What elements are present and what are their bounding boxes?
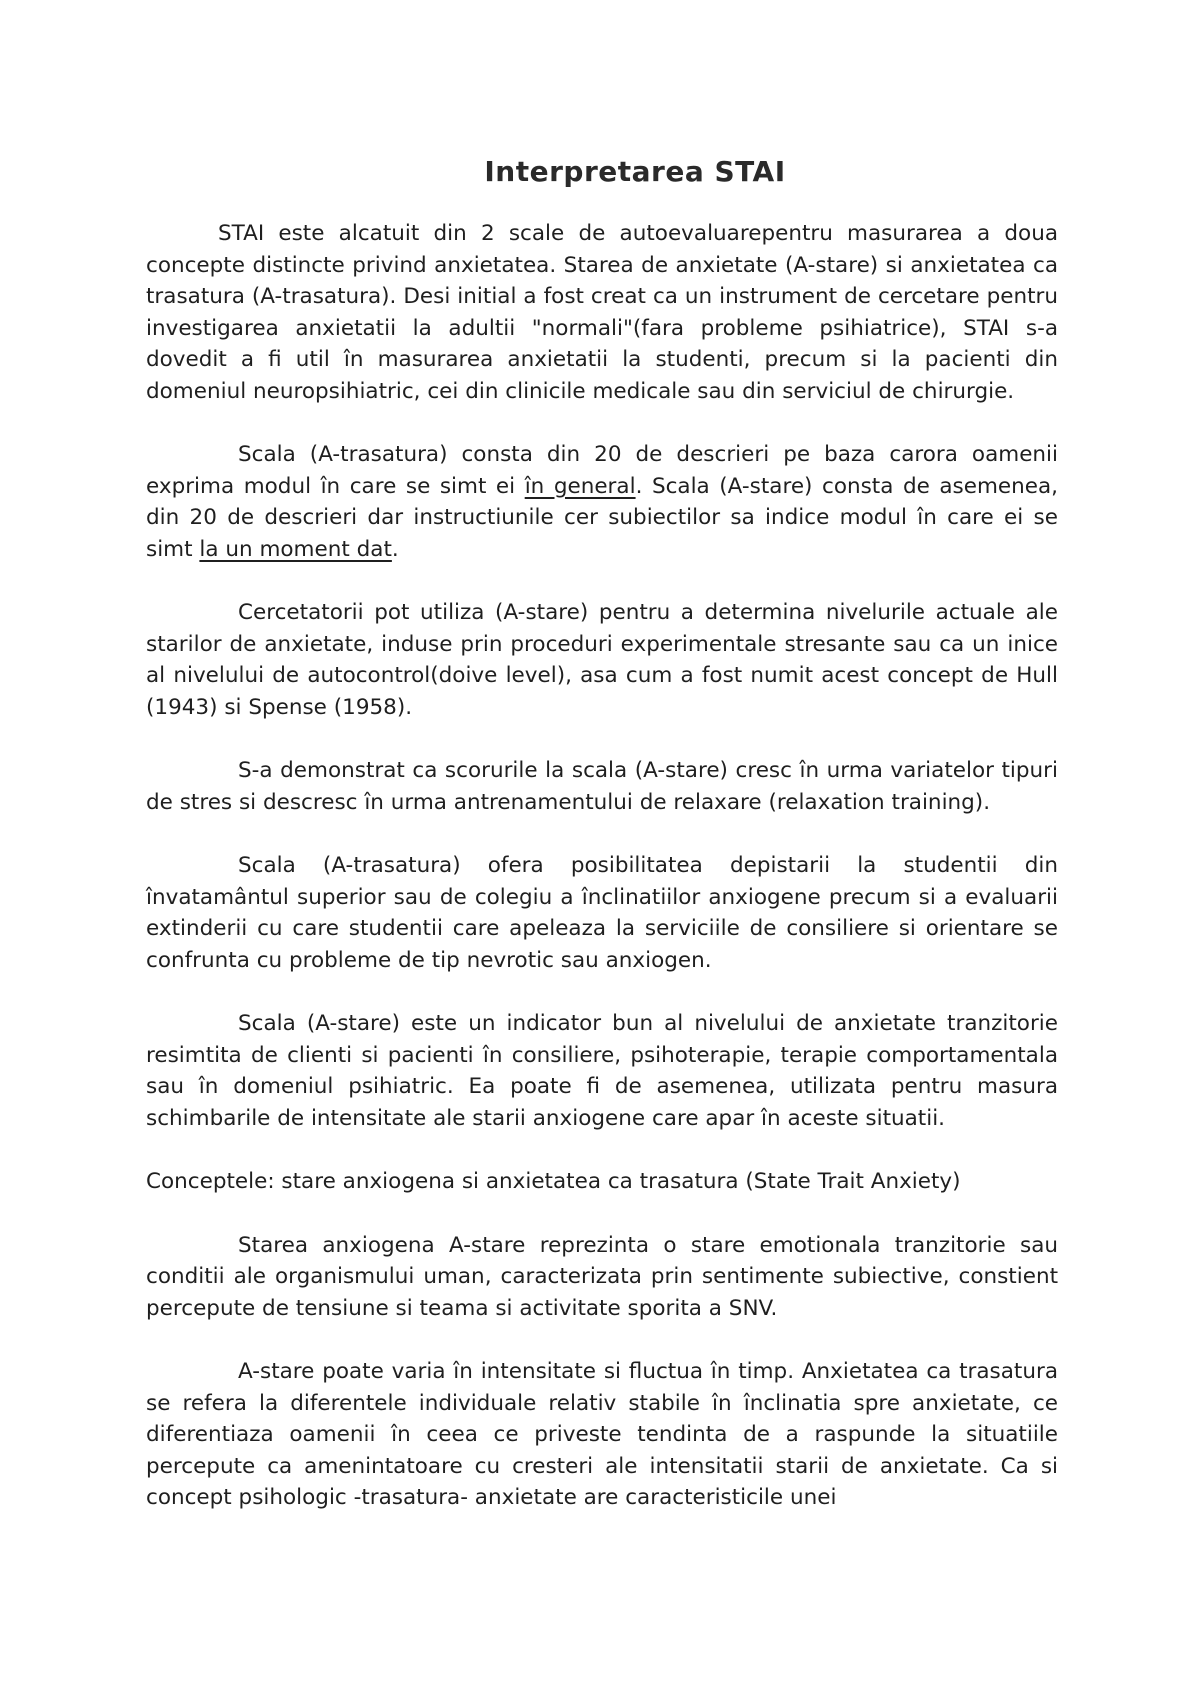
paragraph-scales-description [146,439,1058,565]
paragraph-trait-anxiety: A-stare poate varia în intensitate si fluctua în timp. Anxietatea ca trasatura se refera la diferentele individuale relativ stabile în înclinatia spre anxietate, ce diferentiaza oamenii în ceea ce priveste tendinta de a raspunde la situatiile percepute ca amenintatoare cu cresteri ale intensitatii starii de anxietate. Ca si concept psihologic -trasatura- anxietate are caracteristicile unei [146,1359,1058,1510]
underlined-phrase-moment: la un moment dat [199,536,392,562]
paragraph-concepts-heading: Conceptele: stare anxiogena si anxietatea ca trasatura (State Trait Anxiety) [146,1169,961,1194]
document-body [146,218,1058,1546]
paragraph-trait-scale: Scala (A-trasatura) ofera posibilitatea depistarii la studentii din învatamântul superior sau de colegiu a înclinatiilor anxiogene precum si a evaluarii extinderii cu care studentii care apeleaza la serviciile de consiliere si orientare se confrunta cu probleme de tip nevrotic sau anxiogen. [146,853,1058,973]
paragraph-researchers: Cercetatorii pot utiliza (A-stare) pentru a determina nivelurile actuale ale starilor de anxietate, induse prin proceduri experimentale stresante sau ca un inice al nivelului de autocontrol(doive level), asa cum a fost numit acest concept de Hull (1943) si Spense (1958). [146,600,1058,720]
paragraph-scores: S-a demonstrat ca scorurile la scala (A-stare) cresc în urma variatelor tipuri de stres si descresc în urma antrenamentului de relaxare (relaxation training). [146,758,1058,815]
underlined-phrase-in-general: în general [524,473,636,499]
paragraph-text: . [391,536,399,562]
paragraph-state-anxiety: Starea anxiogena A-stare reprezinta o stare emotionala tranzitorie sau conditii ale organismului uman, caracterizata prin sentimente subiective, constient percepute de tensiune si teama si activitate sporita a SNV. [146,1232,1058,1321]
paragraph-stai-intro: STAI este alcatuit din 2 scale de autoevaluarepentru masurarea a doua concepte distincte privind anxietatea. Starea de anxietate (A-stare) si anxietatea ca trasatura (A-trasatura). Desi initial a fost creat ca un instrument de cercetare pentru investigarea anxietatii la adultii "normali"(fara probleme psihiatrice), STAI s-a dovedit a fi util în masurarea anxietatii la studenti, precum si la pacienti din domeniul neuropsihiatric, cei din clinicile medicale sau din serviciul de chirurgie. [146,221,1058,404]
page-title: Interpretarea STAI [484,155,786,188]
paragraph-text: Scala (A-trasatura) consta din 20 de descrieri pe baza carora oamenii exprima modul în care se simt ei [146,442,1058,499]
paragraph-state-scale: Scala (A-stare) este un indicator bun al nivelului de anxietate tranzitorie resimtita de clienti si pacienti în consiliere, psihoterapie, terapie comportamentala sau în domeniul psihiatric. Ea poate fi de asemenea, utilizata pentru masura schimbarile de intensitate ale starii anxiogene care apar în aceste situatii. [146,1011,1058,1131]
paragraph-text: . Scala (A-stare) consta de asemenea, din 20 de descrieri dar instructiunile cer subiectilor sa indice modul în care ei se simt [146,473,1059,562]
